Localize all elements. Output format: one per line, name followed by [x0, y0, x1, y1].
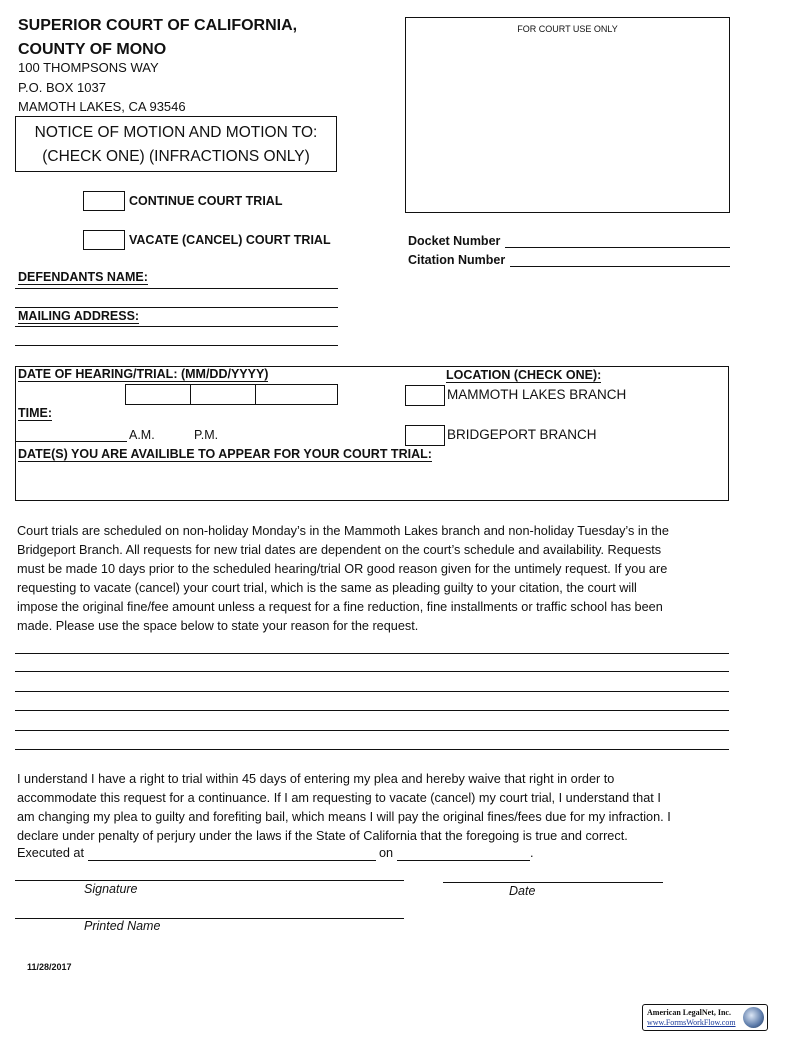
printed-name-label: Printed Name [84, 919, 161, 933]
revision-date: 11/28/2017 [27, 962, 72, 972]
logo-company-name: American LegalNet, Inc. [647, 1008, 731, 1017]
declaration-paragraph [17, 770, 727, 846]
date-field-divider [255, 385, 256, 404]
signature-label: Signature [84, 882, 138, 896]
instructions-line: must be made 10 days prior to the scheduled hearing/trial OR good reason given for the untimely request. If you are [17, 562, 668, 576]
instructions-line: Court trials are scheduled on non-holiday Monday’s in the Mammoth Lakes branch and non-holiday Tuesday’s in the [17, 524, 669, 538]
continue-trial-checkbox[interactable] [83, 191, 125, 211]
court-name-line1: SUPERIOR COURT OF CALIFORNIA, [18, 17, 298, 34]
instructions-line: Bridgeport Branch. All requests for new trial dates are dependent on the court’s schedule and availability. Requests [17, 543, 662, 557]
executed-at-label: Executed at [17, 846, 85, 860]
defendant-name-field-2[interactable] [15, 307, 338, 308]
court-name [18, 14, 297, 62]
forms-workflow-logo[interactable] [642, 1004, 768, 1031]
instructions-line: requesting to vacate (cancel) your court trial, which is the same as pleading guilty to your citation, the court will [17, 581, 637, 595]
notice-line1: NOTICE OF MOTION AND MOTION TO: [34, 124, 318, 141]
logo-website-link[interactable]: www.FormsWorkFlow.com [647, 1018, 736, 1027]
available-dates-label: DATE(S) YOU ARE AVAILIBLE TO APPEAR FOR YOUR COURT TRIAL: [18, 447, 432, 461]
executed-on-label: on [379, 846, 394, 860]
notice-title-box [15, 116, 337, 172]
reason-line[interactable] [15, 730, 729, 731]
hearing-date-label: DATE OF HEARING/TRIAL: (MM/DD/YYYY) [18, 367, 269, 381]
executed-at-field[interactable] [88, 860, 376, 861]
date-field[interactable] [443, 882, 663, 883]
pm-label: P.M. [194, 428, 219, 442]
reason-line[interactable] [15, 691, 729, 692]
instructions-paragraph [17, 522, 727, 636]
docket-number-field[interactable] [505, 247, 730, 248]
executed-date-field[interactable] [397, 860, 530, 861]
location-label: LOCATION (CHECK ONE): [446, 368, 602, 382]
mailing-address-label: MAILING ADDRESS: [18, 309, 140, 323]
executed-period: . [530, 846, 534, 860]
defendant-name-label: DEFENDANTS NAME: [18, 270, 148, 284]
time-field[interactable] [15, 441, 127, 442]
bridgeport-checkbox[interactable] [405, 425, 445, 446]
declaration-line: I understand I have a right to trial within 45 days of entering my plea and hereby waive that right in order to [17, 772, 615, 786]
instructions-line: made. Please use the space below to state your reason for the request. [17, 619, 419, 633]
citation-number-label: Citation Number [408, 253, 506, 267]
instructions-line: impose the original fine/fee amount unless a request for a fine reduction, fine installments or traffic school has been [17, 600, 663, 614]
mailing-address-field[interactable] [15, 326, 338, 327]
time-label: TIME: [18, 406, 53, 420]
docket-number-label: Docket Number [408, 234, 501, 248]
declaration-line: accommodate this request for a continuance. If I am requesting to vacate (cancel) my court trial, I understand that I [17, 791, 661, 805]
address-line1: 100 THOMPSONS WAY [18, 60, 159, 75]
signature-field[interactable] [15, 880, 404, 881]
declaration-line: declare under penalty of perjury under the laws if the State of California that the foregoing is true and correct. [17, 829, 628, 843]
reason-line[interactable] [15, 749, 729, 750]
vacate-trial-checkbox[interactable] [83, 230, 125, 250]
date-label: Date [509, 884, 536, 898]
globe-icon [743, 1007, 764, 1028]
mammoth-lakes-checkbox[interactable] [405, 385, 445, 406]
vacate-trial-label: VACATE (CANCEL) COURT TRIAL [129, 233, 331, 247]
printed-name-field[interactable] [15, 918, 404, 919]
reason-line[interactable] [15, 671, 729, 672]
court-address [18, 58, 186, 117]
hearing-date-field[interactable] [125, 384, 338, 405]
court-use-label: FOR COURT USE ONLY [517, 24, 618, 34]
am-label: A.M. [129, 428, 155, 442]
address-line2: P.O. BOX 1037 [18, 79, 106, 95]
defendant-name-field[interactable] [15, 288, 338, 289]
reason-line[interactable] [15, 653, 729, 654]
citation-number-field[interactable] [510, 266, 730, 267]
mammoth-lakes-label: MAMMOTH LAKES BRANCH [447, 387, 627, 402]
mailing-address-field-2[interactable] [15, 345, 338, 346]
court-use-box [405, 17, 730, 213]
reason-line[interactable] [15, 710, 729, 711]
notice-line2: (CHECK ONE) (INFRACTIONS ONLY) [42, 148, 310, 165]
continue-trial-label: CONTINUE COURT TRIAL [129, 194, 283, 208]
court-name-line2: COUNTY OF MONO [18, 41, 167, 58]
bridgeport-label: BRIDGEPORT BRANCH [447, 427, 597, 442]
available-dates-field[interactable] [17, 466, 725, 498]
declaration-line: am changing my plea to guilty and forefiting bail, which means I will pay the original fines/fees due for my infraction. I [17, 810, 671, 824]
address-line3: MAMOTH LAKES, CA 93546 [18, 99, 186, 114]
date-field-divider [190, 385, 191, 404]
